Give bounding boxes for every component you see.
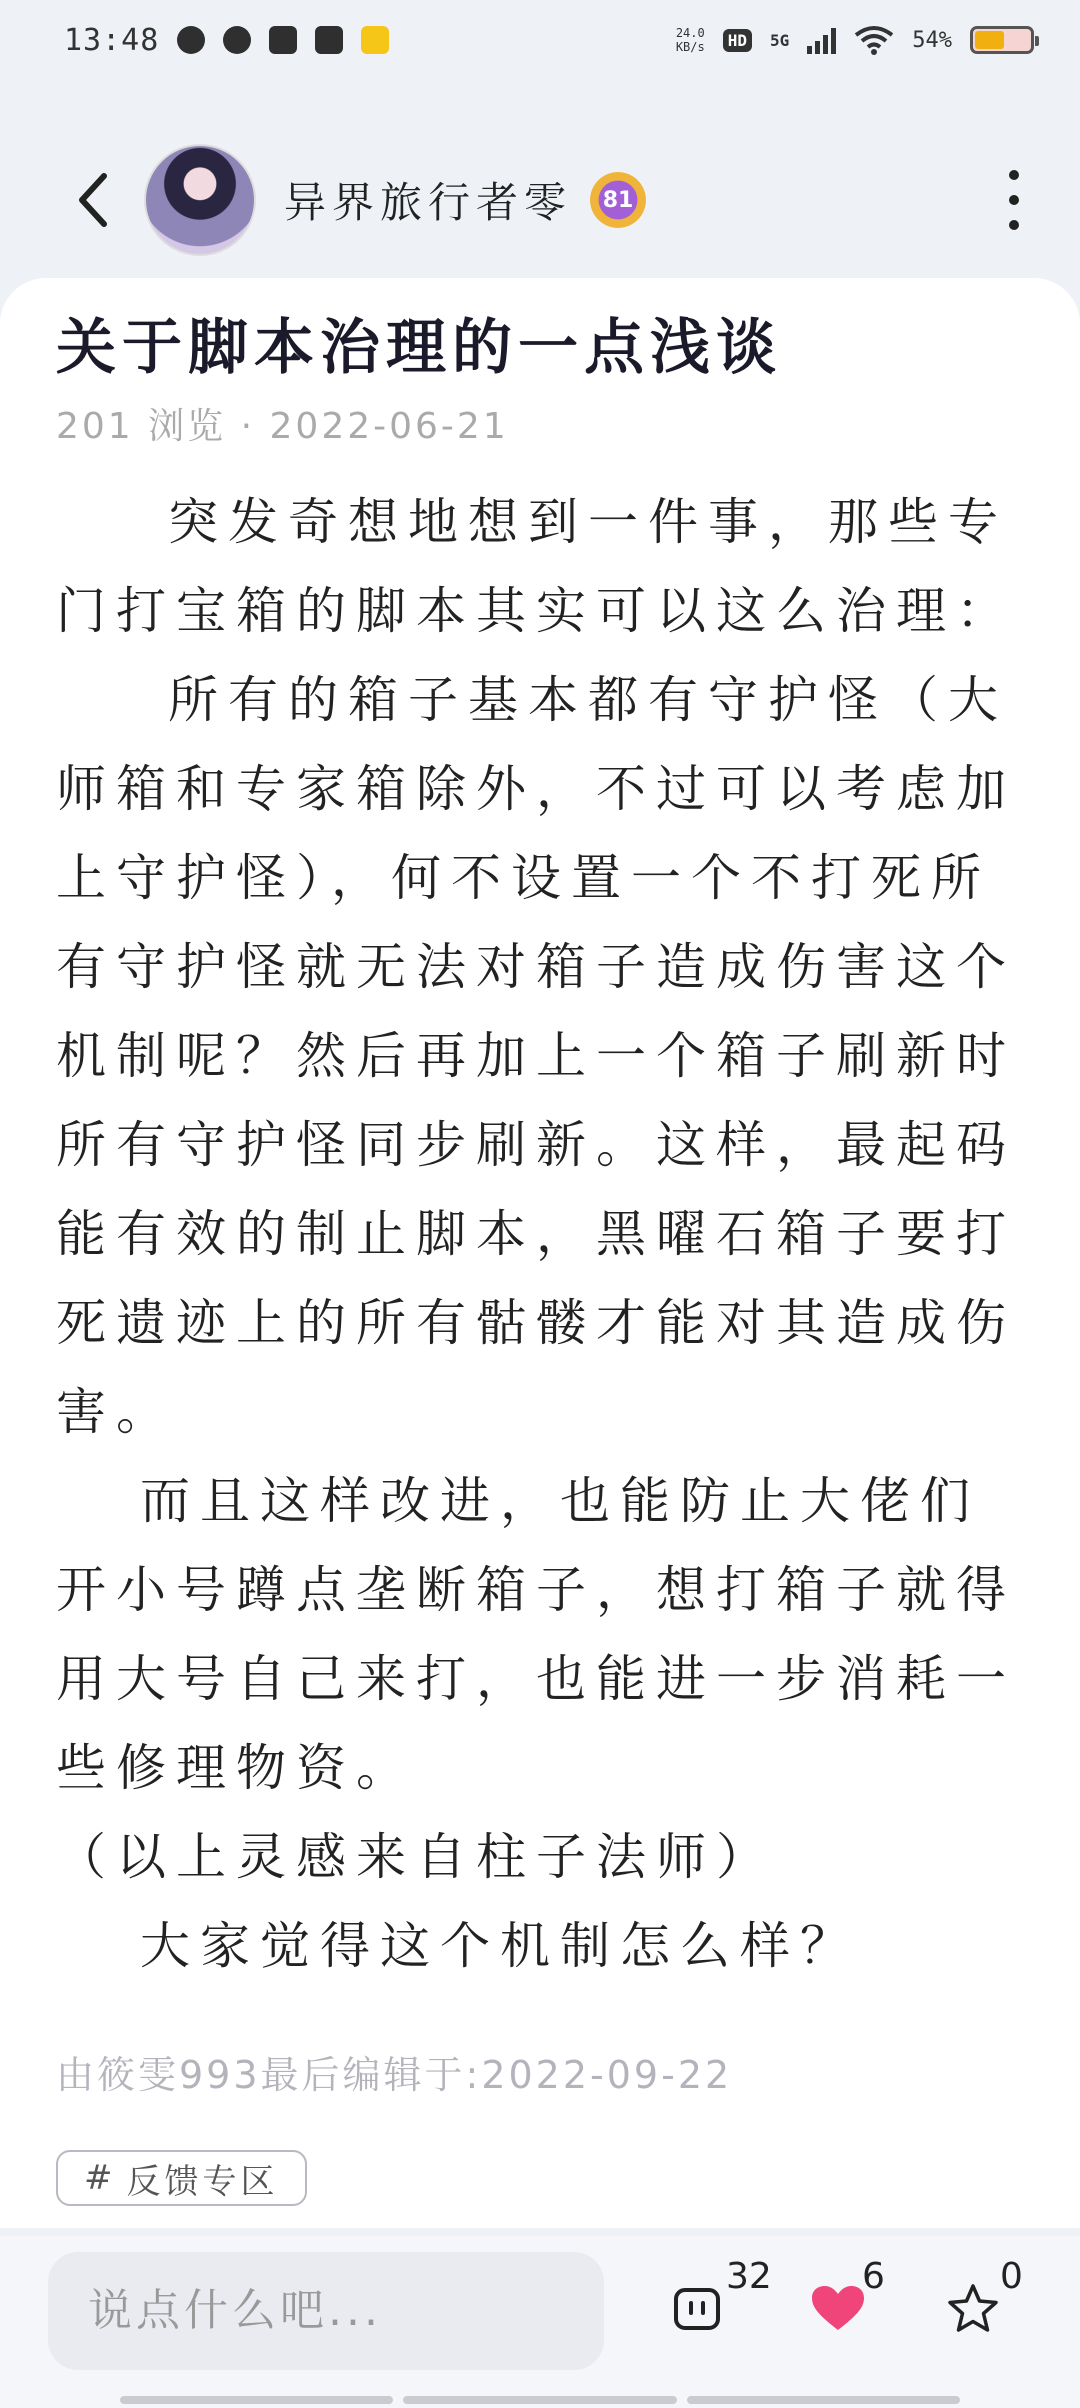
post-card [0, 278, 1080, 2228]
comment-icon [672, 2284, 722, 2334]
star-icon [946, 2283, 1000, 2335]
home-indicator [120, 2396, 960, 2404]
chevron-left-icon [74, 170, 110, 230]
bottom-action-bar [0, 2236, 1080, 2408]
app-notification-icon [315, 26, 343, 54]
post-date: 2022-06-21 [269, 406, 509, 447]
view-count: 201 浏览 [56, 406, 227, 447]
comment-button[interactable] [672, 2256, 782, 2354]
favorite-button[interactable] [946, 2256, 1036, 2354]
paragraph: （以上灵感来自柱子法师） [56, 1828, 776, 1886]
avatar[interactable] [144, 144, 256, 256]
more-dot-icon [1009, 170, 1019, 180]
author-name[interactable]: 异界旅行者零 [284, 178, 573, 227]
network-type: 5G [769, 30, 790, 50]
like-button[interactable] [810, 2256, 900, 2354]
post-title: 关于脚本治理的一点浅谈 [56, 313, 782, 383]
battery-icon [970, 26, 1034, 54]
status-time: 13:48 [64, 22, 160, 58]
comment-count: 32 [726, 2256, 772, 2297]
more-options-button[interactable] [994, 170, 1034, 230]
hash-icon: # [84, 2158, 117, 2198]
qq-notification-icon [223, 26, 251, 54]
more-dot-icon [1009, 220, 1019, 230]
more-dot-icon [1009, 195, 1019, 205]
chat-notification-icon [177, 26, 205, 54]
paragraph: 所有的箱子基本都有守护怪（大师箱和专家箱除外，不过可以考虑加上守护怪），何不设置一个不打死所有守护怪就无法对箱子造成伤害这个机制呢？然后再加上一个箱子刷新时所有守护怪同步刷新。这样，最起码能有效的制止脚本，黑曜石箱子要打死遗迹上的所有骷髅才能对其造成伤害。 [56, 671, 1016, 1441]
network-speed: 24.0 KB/s [675, 26, 705, 54]
edit-info: 由筱雯993最后编辑于:2022-09-22 [56, 2053, 733, 2097]
paragraph: 大家觉得这个机制怎么样？ [140, 1917, 860, 1975]
status-bar [0, 0, 1080, 80]
game-notification-icon [361, 26, 389, 54]
wifi-icon [854, 25, 894, 55]
heart-icon [810, 2284, 866, 2334]
tag-label: 反馈专区 [126, 2161, 279, 2202]
back-button[interactable] [62, 160, 122, 240]
hd-icon: HD [723, 29, 752, 52]
post-header [0, 130, 1080, 270]
signal-icon [807, 26, 836, 54]
paragraph: 突发奇想地想到一件事，那些专门打宝箱的脚本其实可以这么治理： [56, 493, 1016, 640]
post-meta: 201 浏览 · 2022-06-21 [56, 406, 509, 447]
topic-tag[interactable] [56, 2150, 307, 2206]
level-badge: 81 [590, 172, 646, 228]
telegram-notification-icon [269, 26, 297, 54]
comment-input[interactable]: 说点什么吧... [48, 2252, 604, 2370]
favorite-count: 0 [1000, 2256, 1023, 2297]
battery-percent: 54% [912, 27, 952, 53]
post-body [56, 478, 1016, 1991]
like-count: 6 [862, 2256, 885, 2297]
paragraph: 而且这样改进，也能防止大佬们开小号蹲点垄断箱子，想打箱子就得用大号自己来打，也能进一步消耗一些修理物资。 [56, 1472, 1016, 1797]
